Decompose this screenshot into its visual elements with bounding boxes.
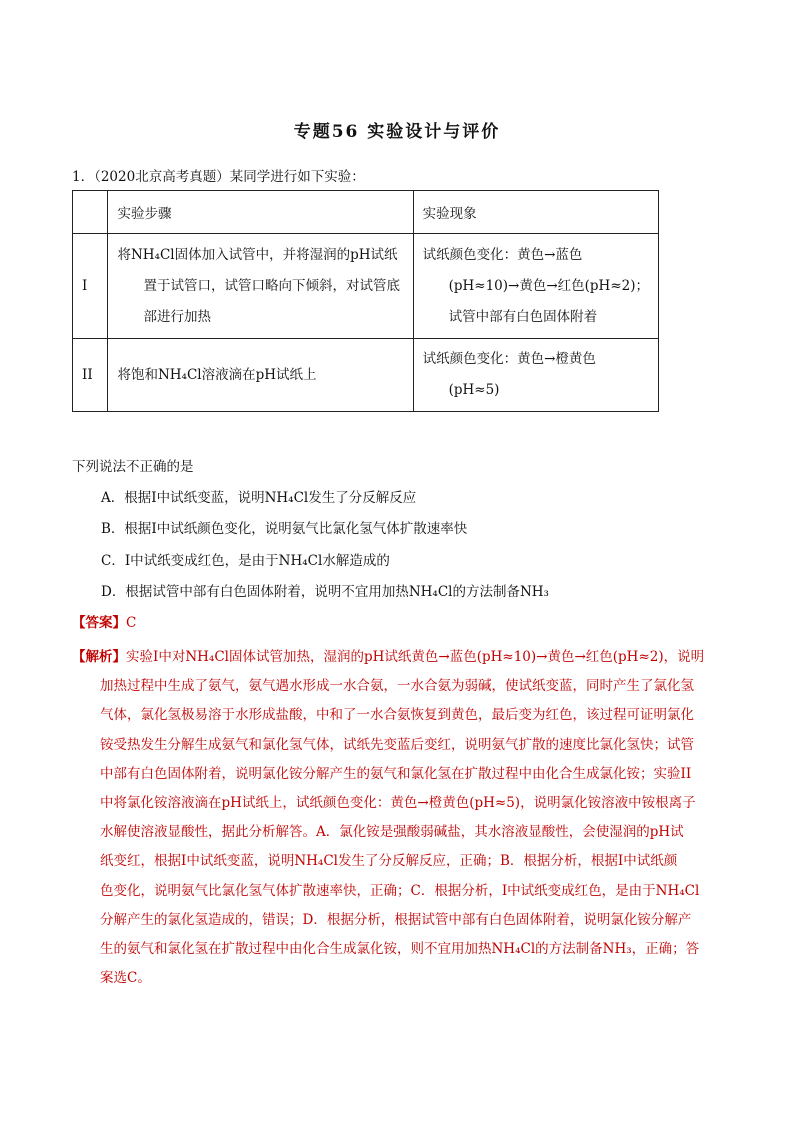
explanation-line: 色变化，说明氨气比氯化氢气体扩散速率快，正确；C．根据分析，I中试纸变成红色，是由于NH₄Cl [100,882,700,899]
step-line: 置于试管口，试管口略向下倾斜，对试管底 [143,277,400,294]
question-source: （2020北京高考真题） [94,169,230,185]
row-id: II [73,339,108,412]
header-cell-step: 实验步骤 [108,191,413,234]
option-text: I中试纸变成红色，是由于NH₄Cl水解造成的 [124,553,390,569]
question-intro: 某同学进行如下实验： [229,169,365,185]
row-id: I [73,234,108,339]
row-phenomenon [413,234,658,339]
option-b [101,517,467,537]
question-header [72,165,365,185]
option-label: D． [101,584,126,600]
explanation-line: 加热过程中生成了氨气，氨气遇水形成一水合氨，一水合氨为弱碱，使试纸变蓝，同时产生了氯化氢 [100,678,694,695]
explanation-line: 案选C。 [100,970,151,987]
phenomenon-line: (pH≈10)→黄色→红色(pH≈2)； [448,277,649,294]
step-line: 将饱和NH₄Cl溶液滴在pH试纸上 [117,366,317,383]
table-row [73,234,659,339]
step-line: 将NH₄Cl固体加入试管中，并将湿润的pH试纸 [117,246,398,263]
explanation-line: 分解产生的氯化氢造成的，错误；D．根据分析，根据试管中部有白色固体附着，说明氯化铵分解产 [100,911,692,928]
option-label: B． [101,521,125,537]
option-label: A． [101,490,125,506]
page-title: 专题56 实验设计与评价 [293,122,501,142]
row-step [108,234,413,339]
explanation [72,643,722,993]
question-number: 1． [72,169,95,185]
explanation-line [72,643,722,672]
option-label: C． [101,553,125,569]
explanation-line: 中部有白色固体附着，说明氯化铵分解产生的氨气和氯化氢在扩散过程中由化合生成氯化铵；实验II [100,765,692,782]
header-cell-phenomenon: 实验现象 [413,191,658,234]
header-cell-id [73,191,108,234]
explanation-line: 中将氯化铵溶液滴在pH试纸上，试纸颜色变化：黄色→橙黄色(pH≈5)，说明氯化铵溶液中铵根离子 [100,795,696,812]
option-a [101,486,416,506]
explanation-tag: 【解析】 [72,649,126,665]
option-c [101,549,390,569]
phenomenon-line: 试管中部有白色固体附着 [448,308,598,325]
option-text: 根据I中试纸颜色变化，说明氨气比氯化氢气体扩散速率快 [124,521,468,537]
answer-value: C [126,615,137,631]
table-row [73,339,659,412]
explanation-line: 气体，氯化氢极易溶于水形成盐酸，中和了一水合氨恢复到黄色，最后变为红色，该过程可证明氯化 [100,707,694,724]
explanation-text: 实验I中对NH₄Cl固体试管加热，湿润的pH试纸黄色→蓝色(pH≈10)→黄色→红色(pH≈2)，说明 [126,649,705,665]
answer-tag: 【答案】 [72,615,126,631]
explanation-line: 生的氨气和氯化氢在扩散过程中由化合生成氯化铵，则不宜用加热NH₄Cl的方法制备NH₃，正确；答 [100,941,700,958]
option-d [101,580,549,600]
phenomenon-line: 试纸颜色变化：黄色→橙黄色 [422,351,596,367]
phenomenon-line: 试纸颜色变化：黄色→蓝色 [422,246,583,263]
answer [72,611,136,631]
row-phenomenon [413,339,658,412]
option-text: 根据I中试纸变蓝，说明NH₄Cl发生了分反解反应 [124,490,417,506]
phenomenon-line: (pH≈5) [448,382,500,398]
explanation-line: 水解使溶液显酸性，据此分析解答。A．氯化铵是强酸弱碱盐，其水溶液显酸性，会使湿润的pH试 [100,824,684,841]
explanation-line: 铵受热发生分解生成氨气和氯化氢气体，试纸先变蓝后变红，说明氨气扩散的速度比氯化氢快；试管 [100,736,694,753]
question-stem: 下列说法不正确的是 [72,459,194,475]
row-step [108,339,413,412]
explanation-line: 纸变红，根据I中试纸变蓝，说明NH₄Cl发生了分反解反应，正确；B．根据分析，根据I中试纸颜 [100,853,678,870]
step-line: 部进行加热 [143,308,211,325]
table-header-row [73,191,659,234]
experiment-table [72,190,659,412]
option-text: 根据试管中部有白色固体附着，说明不宜用加热NH₄Cl的方法制备NH₃ [125,584,549,600]
